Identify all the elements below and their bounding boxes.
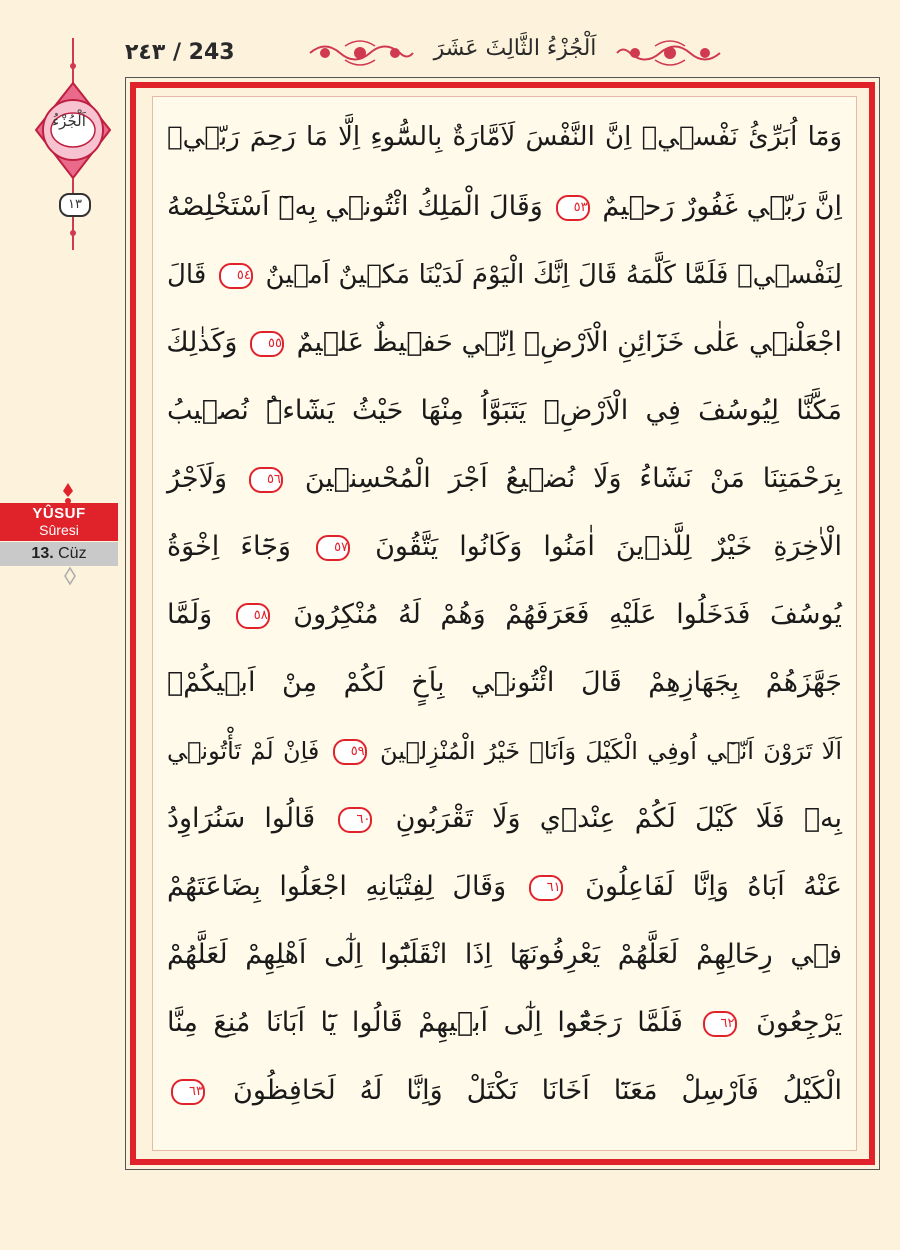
juz-number-badge: ١٣	[59, 193, 91, 217]
ayah-number-marker: ٦٠	[338, 807, 372, 833]
text-line: مَكَّنَّا لِيُوسُفَ فِي الْاَرْضِۚ يَتَبَوَّاُ مِنْهَا حَيْثُ يَشَٓاءُۜ نُص۪يبُ	[167, 395, 842, 426]
page-header	[125, 30, 880, 80]
surah-subtitle: Sûresi	[39, 522, 79, 538]
ayah-number-marker: ٦١	[529, 875, 563, 901]
text-line: الْاٰخِرَةِ خَيْرٌ لِلَّذ۪ينَ اٰمَنُوا وَكَانُوا يَتَّقُونَ ٥٧ وَجَٓاءَ اِخْوَةُ	[167, 531, 842, 562]
ayah-number-marker: ٥٩	[333, 739, 367, 765]
text-line: عَنْهُ اَبَاهُ وَاِنَّا لَفَاعِلُونَ ٦١ وَقَالَ لِفِتْيَانِهِ اجْعَلُوا بِضَاعَتَهُمْ	[167, 871, 842, 902]
cuz-label: Cüz	[58, 545, 87, 562]
quran-text-area	[152, 96, 857, 1151]
text-line: بِه۪ فَلَا كَيْلَ لَكُمْ عِنْد۪ي وَلَا تَقْرَبُونِ ٦٠ قَالُوا سَنُرَاوِدُ	[167, 803, 843, 834]
header-ornament-right-icon	[615, 38, 725, 68]
surah-tab[interactable]	[0, 503, 118, 541]
text-line: وَمَٓا اُبَرِّئُ نَفْس۪يۚ اِنَّ النَّفْسَ لَاَمَّارَةٌ بِالسُّٓوءِ اِلَّا مَا رَحِمَ رَبّ۪يۜ	[167, 122, 842, 152]
text-line: ف۪ي رِحَالِهِمْ لَعَلَّهُمْ يَعْرِفُونَهَٓا اِذَا انْقَلَبُٓوا اِلٰٓى اَهْلِهِمْ لَعَلَّهُمْ	[167, 939, 842, 970]
ayah-number-marker: ٥٨	[236, 603, 270, 629]
juz-title: اَلْجُزْءُ الثَّالِثَ عَشَرَ	[433, 36, 597, 61]
ayah-number-marker: ٦٣	[171, 1079, 205, 1105]
cuz-tab[interactable]	[0, 542, 118, 566]
header-ornament-left-icon	[305, 38, 415, 68]
ayah-number-marker: ٦٢	[703, 1011, 737, 1037]
text-line: اجْعَلْن۪ي عَلٰى خَزَٓائِنِ الْاَرْضِۚ اِنّ۪ي حَف۪يظٌ عَل۪يمٌ ٥٥ وَكَذٰلِكَ	[166, 327, 842, 358]
juz-medallion-label: اَلْجُزْءُ	[52, 112, 86, 130]
text-line: اَلَا تَرَوْنَ اَنّ۪ٓي اُوفِي الْكَيْلَ وَاَنَا۬ خَيْرُ الْمُنْزِل۪ينَ ٥٩ فَاِنْ لَمْ تَأْتُون۪ي	[167, 737, 843, 765]
text-line: يُوسُفَ فَدَخَلُوا عَلَيْهِ فَعَرَفَهُمْ وَهُمْ لَهُ مُنْكِرُونَ ٥٨ وَلَمَّا	[167, 599, 842, 630]
text-line: يَرْجِعُونَ ٦٢ فَلَمَّا رَجَعُٓوا اِلٰٓى اَب۪يهِمْ قَالُوا يَٓا اَبَانَا مُنِعَ مِنَّا	[167, 1007, 842, 1038]
text-line: جَهَّزَهُمْ بِجَهَازِهِمْ قَالَ ائْتُون۪ي بِاَخٍ لَكُمْ مِنْ اَب۪يكُمْۚ	[167, 667, 842, 698]
surah-tab-ornament-icon	[55, 483, 81, 505]
juz-medallion-icon	[28, 38, 118, 253]
cuz-tab-ornament-icon	[60, 566, 80, 586]
text-line: لِنَفْس۪يۚ فَلَمَّا كَلَّمَهُ قَالَ اِنَّكَ الْيَوْمَ لَدَيْنَا مَك۪ينٌ اَم۪ينٌ ٥٤ قَالَ	[167, 260, 843, 290]
cuz-number: 13.	[31, 545, 54, 562]
ayah-number-marker: ٥٥	[250, 331, 284, 357]
ayah-number-marker: ٥٧	[316, 535, 350, 561]
surah-name: YÛSUF	[32, 505, 86, 522]
text-line: اِنَّ رَبّ۪ي غَفُورٌ رَح۪يمٌ ٥٣ وَقَالَ الْمَلِكُ ائْتُون۪ي بِه۪ٓ اَسْتَخْلِصْهُ	[167, 191, 842, 222]
ayah-number-marker: ٥٦	[249, 467, 283, 493]
text-line: بِرَحْمَتِنَا مَنْ نَشَٓاءُ وَلَا نُض۪يعُ اَجْرَ الْمُحْسِن۪ينَ ٥٦ وَلَاَجْرُ	[167, 463, 842, 494]
ayah-number-marker: ٥٤	[219, 263, 253, 289]
ayah-number-marker: ٥٣	[556, 195, 590, 221]
text-line: الْكَيْلُ فَاَرْسِلْ مَعَنَٓا اَخَانَا نَكْتَلْ وَاِنَّا لَهُ لَحَافِظُونَ ٦٣	[167, 1061, 842, 1121]
page-number: ٢٤٣ / 243	[125, 40, 235, 65]
